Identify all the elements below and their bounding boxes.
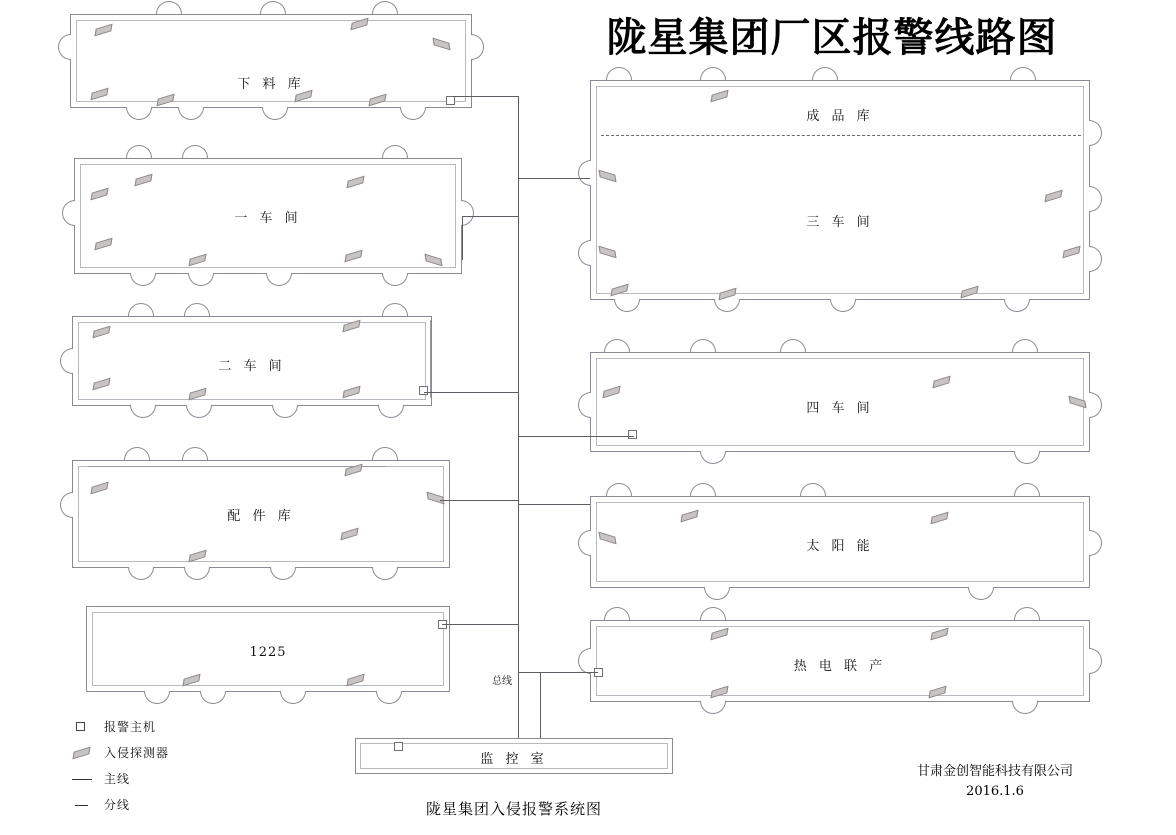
roof-notch: [1004, 299, 1030, 312]
roof-notch: [62, 200, 75, 226]
roof-notch: [578, 240, 591, 266]
roof-notch: [400, 107, 426, 120]
building-label: 太 阳 能: [806, 539, 874, 554]
alarm-host[interactable]: [394, 742, 403, 751]
roof-notch: [372, 567, 398, 580]
roof-notch: [1014, 451, 1040, 464]
page-title: 陇星集团厂区报警线路图: [606, 14, 1058, 61]
roof-notch: [700, 67, 726, 80]
building-erchejian[interactable]: [72, 316, 432, 406]
building-sichejian[interactable]: [590, 352, 1090, 452]
building-label: 成 品 库: [806, 109, 874, 124]
roof-notch: [578, 160, 591, 186]
roof-notch: [262, 107, 288, 120]
building-label: 三 车 间: [806, 215, 874, 230]
legend-label: 主线: [104, 772, 131, 786]
company-block: [845, 762, 1145, 802]
building-yichejian[interactable]: [74, 158, 462, 274]
roof-notch: [60, 492, 73, 518]
building-chengpinku-sanchejian[interactable]: [590, 80, 1090, 300]
branch-line-xialiaoku: [452, 96, 518, 97]
branch-line-erchejian: [424, 392, 518, 393]
building-label: 配 件 库: [227, 509, 295, 524]
diagram-caption: 陇星集团入侵报警系统图: [425, 800, 602, 818]
roof-notch: [604, 339, 630, 352]
roof-notch: [614, 299, 640, 312]
roof-notch: [130, 273, 156, 286]
roof-notch: [126, 145, 152, 158]
branch-line-chengpinku: [518, 178, 590, 179]
roof-notch: [266, 273, 292, 286]
roof-notch: [1012, 701, 1038, 714]
main-bus-vertical: [518, 96, 519, 746]
roof-notch: [270, 567, 296, 580]
roof-notch: [126, 107, 152, 120]
branch-line-redianliancan: [518, 672, 598, 673]
roof-notch: [1089, 120, 1102, 146]
roof-notch: [1089, 392, 1102, 418]
alarm-host[interactable]: [446, 96, 455, 105]
building-label: 一 车 间: [234, 211, 302, 226]
roof-notch: [578, 392, 591, 418]
square-icon: [70, 714, 96, 740]
roof-notch: [578, 530, 591, 556]
legend-label: 报警主机: [104, 720, 157, 734]
roof-notch: [690, 483, 716, 496]
inner-partition-line: [430, 320, 431, 398]
building-label: 二 车 间: [218, 359, 286, 374]
roof-notch: [382, 303, 408, 316]
roof-notch: [704, 587, 730, 600]
roof-notch: [372, 1, 398, 14]
roof-notch: [471, 34, 484, 60]
roof-notch: [382, 273, 408, 286]
roof-notch: [1089, 648, 1102, 674]
roof-notch: [186, 405, 212, 418]
roof-notch: [272, 405, 298, 418]
building-redianliancan[interactable]: [590, 620, 1090, 702]
roof-notch: [376, 691, 402, 704]
roof-notch: [130, 405, 156, 418]
branch-line-peijianku: [440, 500, 518, 501]
monitor-room-label: 监 控 室: [480, 752, 548, 767]
roof-notch: [382, 145, 408, 158]
zone-divider: [601, 135, 1081, 136]
building-taiyangneng[interactable]: [590, 496, 1090, 588]
building-xialiaoku[interactable]: [70, 14, 472, 108]
alarm-host[interactable]: [419, 386, 428, 395]
alarm-host[interactable]: [628, 430, 637, 439]
roof-notch: [606, 483, 632, 496]
main-line-icon: [70, 766, 96, 792]
roof-notch: [372, 447, 398, 460]
roof-notch: [830, 299, 856, 312]
roof-notch: [182, 145, 208, 158]
roof-notch: [700, 701, 726, 714]
roof-notch: [1014, 607, 1040, 620]
legend-label: 分线: [104, 798, 131, 812]
branch-line-yichejian: [462, 216, 518, 217]
roof-notch: [1089, 246, 1102, 272]
building-label: 热 电 联 产: [793, 659, 887, 674]
roof-notch: [780, 339, 806, 352]
roof-notch: [280, 691, 306, 704]
branch-line-icon: [70, 792, 96, 818]
roof-notch: [606, 67, 632, 80]
branch-line-yichejian-v: [462, 216, 463, 260]
roof-notch: [1010, 67, 1036, 80]
detector-icon: [70, 740, 96, 766]
building-label: 下 料 库: [237, 77, 305, 92]
roof-notch: [188, 273, 214, 286]
roof-notch: [378, 405, 404, 418]
roof-notch: [714, 299, 740, 312]
branch-line-taiyangneng: [518, 504, 590, 505]
roof-notch: [690, 339, 716, 352]
roof-notch: [1089, 186, 1102, 212]
roof-notch: [968, 587, 994, 600]
bus-drop-to-monitor: [540, 672, 541, 746]
building-label: 1225: [249, 645, 287, 660]
company-date: 2016.1.6: [966, 784, 1024, 799]
roof-notch: [58, 34, 71, 60]
roof-notch: [800, 483, 826, 496]
roof-notch: [812, 67, 838, 80]
roof-notch: [124, 447, 150, 460]
roof-notch: [184, 303, 210, 316]
legend-label: 入侵探测器: [104, 746, 170, 760]
roof-notch: [1089, 530, 1102, 556]
roof-notch: [182, 447, 208, 460]
roof-notch: [604, 607, 630, 620]
roof-notch: [156, 1, 182, 14]
roof-notch: [184, 567, 210, 580]
company-name: 甘肃金创智能科技有限公司: [916, 764, 1073, 779]
roof-notch: [700, 451, 726, 464]
roof-notch: [700, 607, 726, 620]
roof-notch: [200, 691, 226, 704]
roof-notch: [128, 567, 154, 580]
roof-notch: [144, 691, 170, 704]
inner-partition-line: [88, 466, 386, 467]
bus-label: 总线: [492, 676, 512, 687]
roof-notch: [578, 648, 591, 674]
roof-notch: [60, 348, 73, 374]
roof-notch: [1014, 483, 1040, 496]
building-1225[interactable]: [86, 606, 450, 692]
roof-notch: [128, 303, 154, 316]
branch-line-sichejian: [518, 436, 634, 437]
roof-notch: [1012, 339, 1038, 352]
branch-line-1225: [442, 624, 518, 625]
building-label: 四 车 间: [806, 401, 874, 416]
roof-notch: [178, 107, 204, 120]
roof-notch: [260, 1, 286, 14]
building-peijianku[interactable]: [72, 460, 450, 568]
